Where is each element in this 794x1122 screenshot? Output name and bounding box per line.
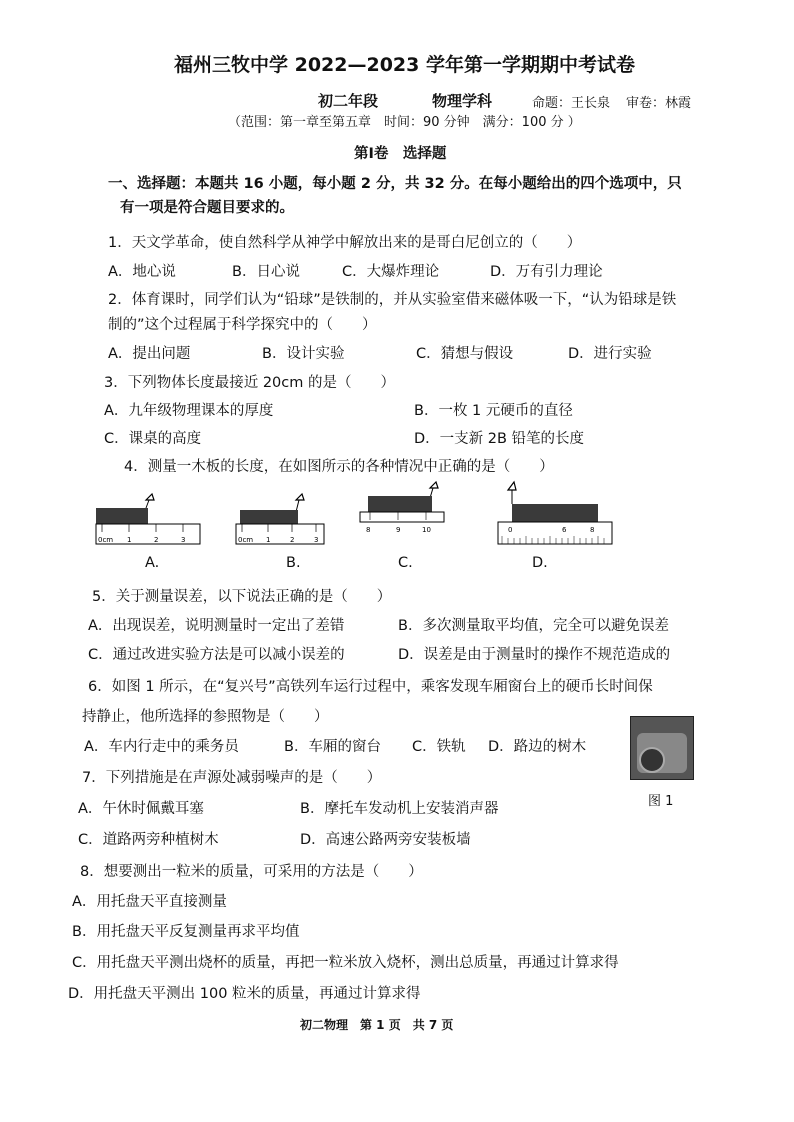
fig-c-tick-1: 9 — [396, 526, 401, 534]
q4-option-b[interactable]: B. — [286, 555, 301, 571]
q2-option-b[interactable]: B．设计实验 — [262, 346, 345, 362]
q7-stem: 7．下列措施是在声源处减弱噪声的是（ ） — [82, 770, 382, 786]
q4-figure-b — [234, 486, 330, 548]
scope-line: （范围：第一章至第五章 时间：90 分钟 满分：100 分 ） — [228, 115, 581, 130]
q4-option-d[interactable]: D. — [532, 555, 548, 571]
q8-option-a[interactable]: A．用托盘天平直接测量 — [72, 894, 227, 910]
fig-a-tick-3: 3 — [181, 536, 186, 544]
q1-option-c[interactable]: C．大爆炸理论 — [342, 264, 440, 280]
author-label: 命题：王长泉 — [532, 96, 611, 111]
q6-option-d[interactable]: D．路边的树木 — [488, 739, 587, 755]
fig-a-tick-0: 0cm — [98, 536, 114, 544]
q2-option-a[interactable]: A．提出问题 — [108, 346, 191, 362]
q4-figure-d — [496, 476, 616, 548]
fig-b-tick-2: 2 — [290, 536, 295, 544]
q1-option-b[interactable]: B．日心说 — [232, 264, 300, 280]
q2-stem-line2: 制的”这个过程属于科学探究中的（ ） — [108, 317, 377, 333]
q3-option-d[interactable]: D．一支新 2B 铅笔的长度 — [414, 431, 585, 447]
q2-option-d[interactable]: D．进行实验 — [568, 346, 652, 362]
q3-stem: 3．下列物体长度最接近 20cm 的是（ ） — [104, 375, 395, 391]
q3-option-a[interactable]: A．九年级物理课本的厚度 — [104, 403, 274, 419]
grade-label: 初二年段 — [318, 92, 379, 110]
q6-stem-line1: 6．如图 1 所示，在“复兴号”高铁列车运行过程中，乘客发现车厢窗台上的硬币长时间保 — [88, 679, 653, 695]
q1-option-a[interactable]: A．地心说 — [108, 264, 176, 280]
fig-b-tick-1: 1 — [266, 536, 271, 544]
q7-option-b[interactable]: B．摩托车发动机上安装消声器 — [300, 801, 499, 817]
q5-option-c[interactable]: C．通过改进实验方法是可以减小误差的 — [88, 647, 345, 663]
q6-option-c[interactable]: C．铁轨 — [412, 739, 466, 755]
q6-stem-line2: 持静止，他所选择的参照物是（ ） — [82, 709, 329, 725]
q1-option-d[interactable]: D．万有引力理论 — [490, 264, 603, 280]
q4-option-a[interactable]: A. — [145, 555, 160, 571]
q6-option-b[interactable]: B．车厢的窗台 — [284, 739, 381, 755]
fig-d-tick-2: 8 — [590, 526, 595, 534]
reviewer-label: 审卷：林霞 — [626, 96, 692, 111]
q5-option-a[interactable]: A．出现误差，说明测量时一定出了差错 — [88, 618, 345, 634]
q4-option-c[interactable]: C. — [398, 555, 413, 571]
section-intro-line1: 一、选择题：本题共 16 小题，每小题 2 分，共 32 分。在每小题给出的四个选项中，只 — [108, 176, 682, 192]
fig-a-tick-2: 2 — [154, 536, 159, 544]
q3-option-c[interactable]: C．课桌的高度 — [104, 431, 202, 447]
q2-stem-line1: 2．体育课时，同学们认为“铅球”是铁制的，并从实验室借来磁体吸一下，“认为铅球是铁 — [108, 292, 677, 308]
q8-option-c[interactable]: C．用托盘天平测出烧杯的质量，再把一粒米放入烧杯，测出总质量，再通过计算求得 — [72, 955, 619, 971]
fig-b-tick-3: 3 — [314, 536, 319, 544]
fig-d-tick-1: 6 — [562, 526, 567, 534]
q7-option-a[interactable]: A．午休时佩戴耳塞 — [78, 801, 204, 817]
subject-label: 物理学科 — [432, 92, 493, 110]
q8-stem: 8．想要测出一粒米的质量，可采用的方法是（ ） — [80, 864, 423, 880]
fig-a-tick-1: 1 — [127, 536, 132, 544]
q5-option-d[interactable]: D．误差是由于测量时的操作不规范造成的 — [398, 647, 671, 663]
q5-stem: 5．关于测量误差，以下说法正确的是（ ） — [92, 589, 392, 605]
figure-1-caption: 图 1 — [648, 794, 674, 809]
q3-option-b[interactable]: B．一枚 1 元硬币的直径 — [414, 403, 573, 419]
q6-option-a[interactable]: A．车内行走中的乘务员 — [84, 739, 239, 755]
fig-c-tick-0: 8 — [366, 526, 371, 534]
q5-option-b[interactable]: B．多次测量取平均值，完全可以避免误差 — [398, 618, 669, 634]
q7-option-d[interactable]: D．高速公路两旁安装板墙 — [300, 832, 471, 848]
section-title: 第Ⅰ卷 选择题 — [354, 146, 447, 162]
fig-d-tick-0: 0 — [508, 526, 513, 534]
page-footer: 初二物理 第 1 页 共 7 页 — [300, 1018, 454, 1032]
q7-option-c[interactable]: C．道路两旁种植树木 — [78, 832, 219, 848]
q4-figure-a — [94, 486, 206, 548]
q4-figure-c — [358, 478, 448, 540]
page-title: 福州三牧中学 2022—2023 学年第一学期期中考试卷 — [174, 54, 635, 76]
q2-option-c[interactable]: C．猜想与假设 — [416, 346, 514, 362]
q8-option-b[interactable]: B．用托盘天平反复测量再求平均值 — [72, 924, 300, 940]
q8-option-d[interactable]: D．用托盘天平测出 100 粒米的质量，再通过计算求得 — [68, 986, 421, 1002]
figure-1-photo — [630, 716, 694, 780]
fig-b-tick-0: 0cm — [238, 536, 254, 544]
q4-stem: 4．测量一木板的长度，在如图所示的各种情况中正确的是（ ） — [124, 459, 554, 475]
section-intro-line2: 有一项是符合题目要求的。 — [120, 200, 294, 216]
fig-c-tick-2: 10 — [422, 526, 431, 534]
q1-stem: 1．天文学革命，使自然科学从神学中解放出来的是哥白尼创立的（ ） — [108, 235, 582, 251]
